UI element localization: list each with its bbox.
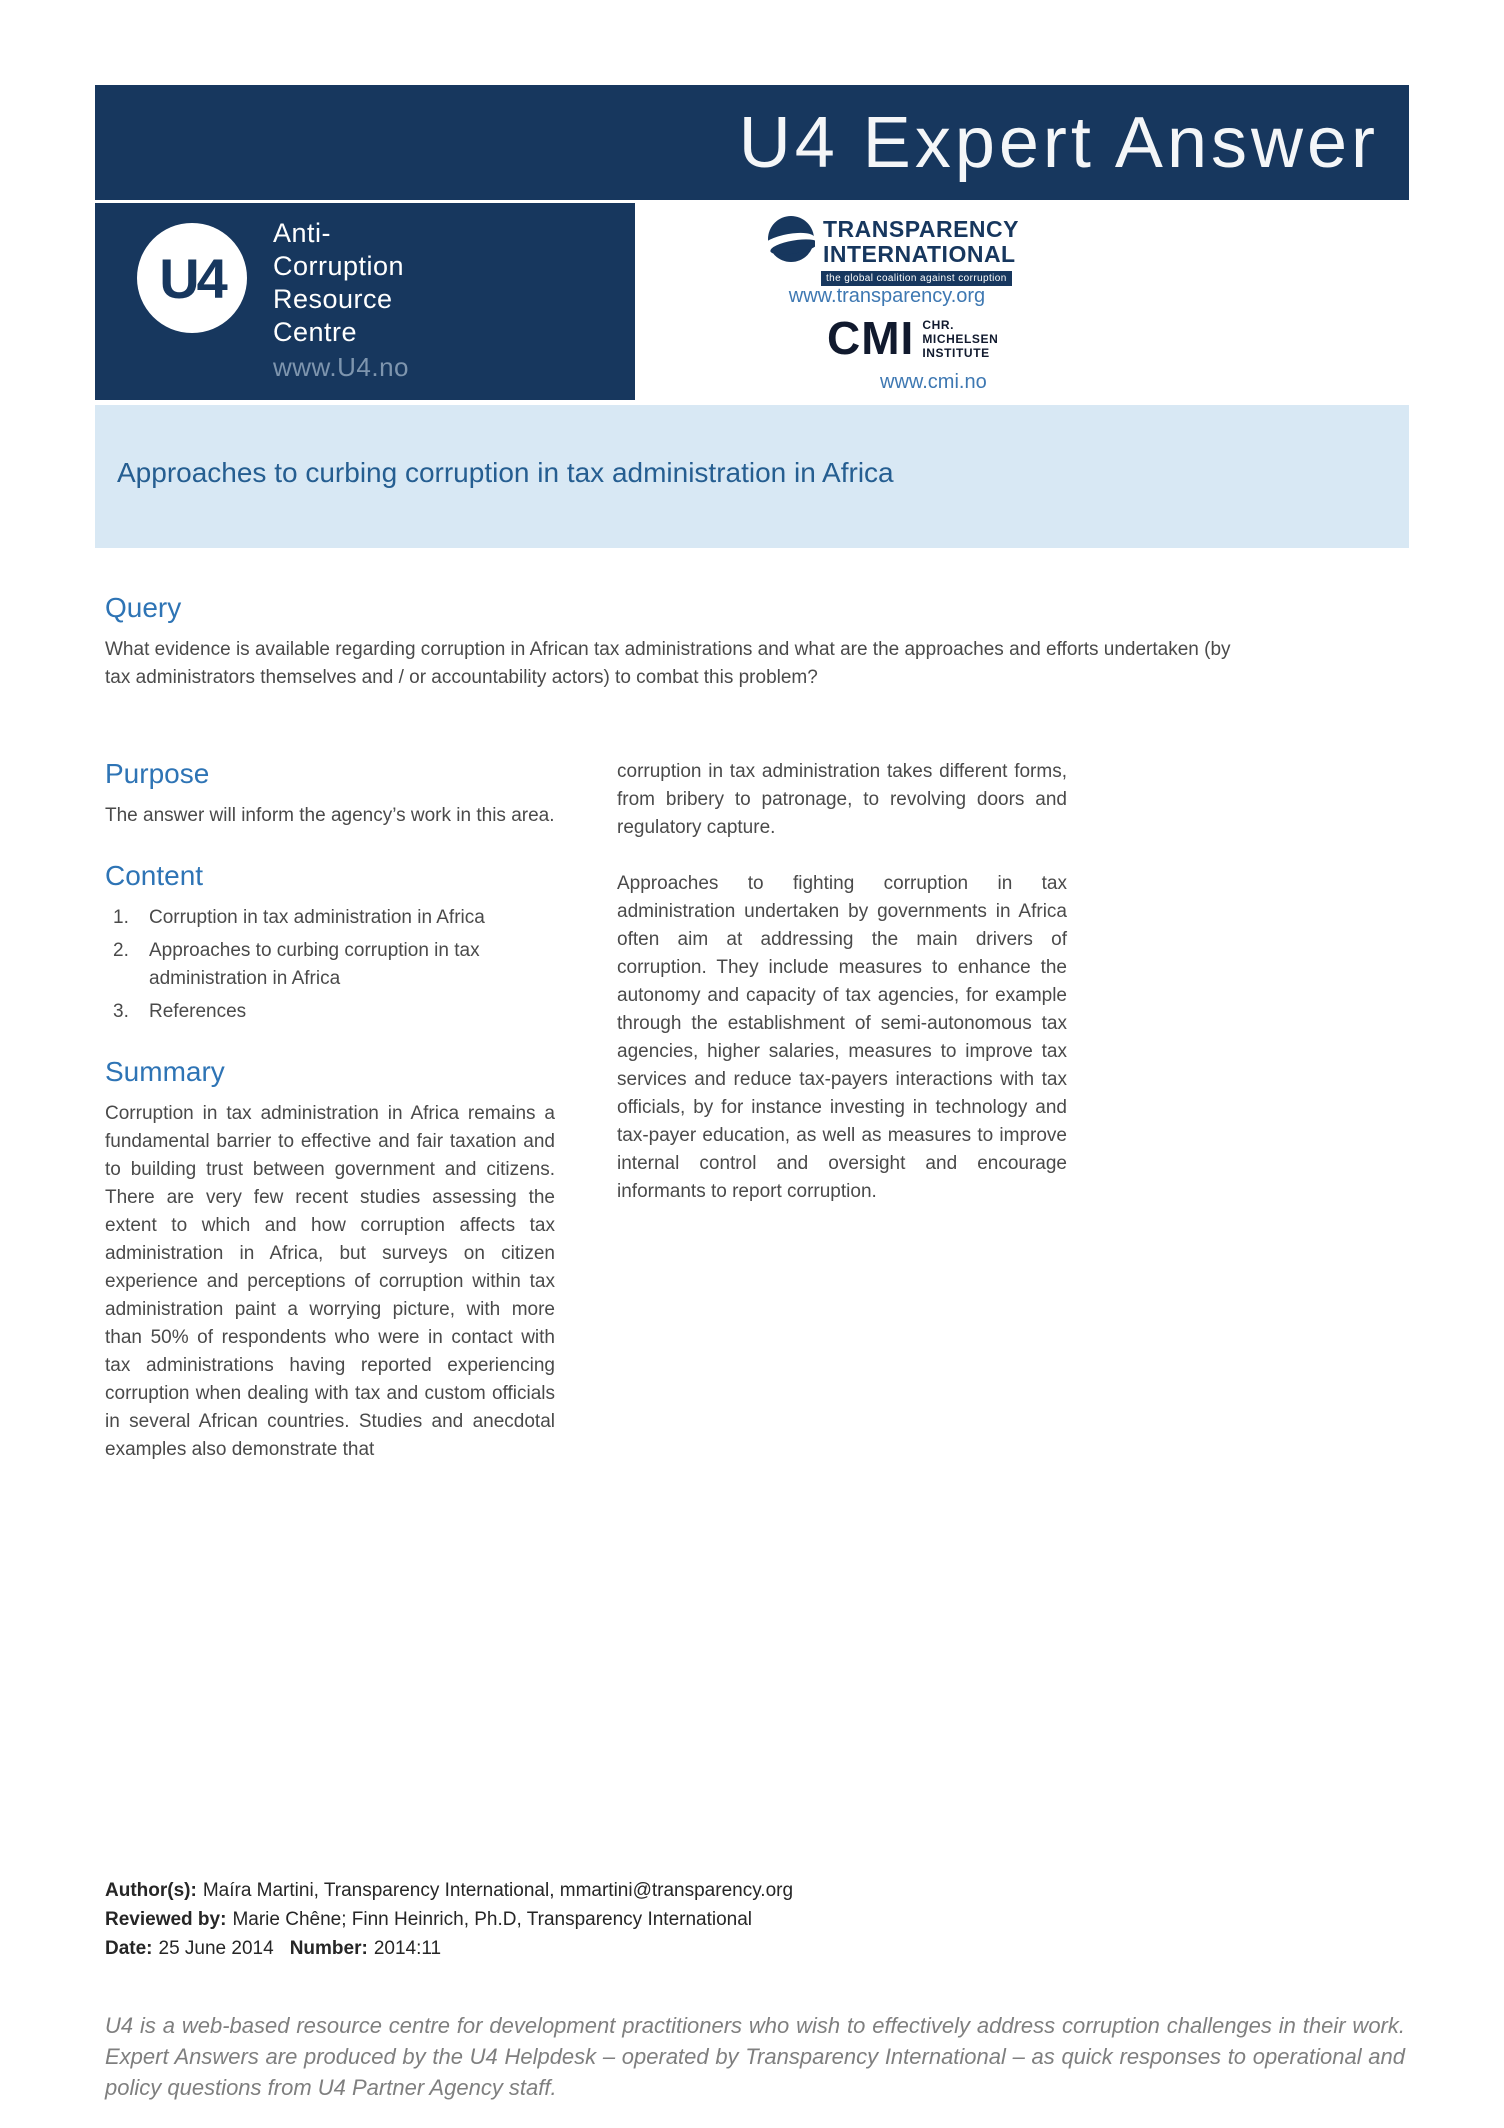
list-item (105, 998, 555, 1026)
footer-reviewed-line (105, 1905, 793, 1934)
continuation-paragraph-2: Approaches to fighting corruption in tax administration undertaken by governments in Africa often aim at addressing the main drivers of corruption. They include measures to enhance the autonomy and capacity of tax agencies, for example through the establishment of semi-autonomous tax agencies, higher salaries, measures to improve tax services and reduce tax-payers interactions with tax officials, by for instance investing in technology and tax-payer education, as well as measures to improve internal control and oversight and encourage informants to report corruption. (617, 873, 1067, 1202)
list-item (105, 937, 555, 993)
list-item-number: 3. (113, 1001, 129, 1022)
main-content (95, 592, 1409, 1464)
content-list (105, 904, 555, 1026)
cmi-name-line3: INSTITUTE (922, 346, 990, 360)
footer-disclaimer: U4 is a web-based resource centre for development practitioners who wish to effectively address corruption challenges in their work. Expert Answers are produced by the U4 Helpdesk – operated by Transparency International – as quick responses to operational and policy questions from U4 Partner Agency staff. (105, 2013, 1405, 2100)
summary-text: Corruption in tax administration in Africa remains a fundamental barrier to effective and fair taxation and to building trust between government and citizens. There are very few recent studies assessing the extent to which and how corruption affects tax administration in Africa, but surveys on citizen experience and perceptions of corruption within tax administration paint a worrying picture, with more than 50% of respondents who were in contact with tax administrations having reported experiencing corruption when dealing with tax and custom officials in several African countries. Studies and anecdotal examples also demonstrate that (105, 1103, 555, 1460)
authors-label: Author(s): (105, 1880, 197, 1901)
u4-logo-text: U4 (159, 246, 225, 310)
document (95, 85, 1409, 2128)
footer-credits (105, 1876, 793, 1963)
query-heading: Query (105, 592, 182, 623)
u4-logo-panel (95, 203, 635, 400)
u4-name-line: Anti- (273, 218, 332, 248)
cmi-name-line1: CHR. (922, 318, 955, 332)
ti-name (823, 217, 1019, 267)
query-text: What evidence is available regarding corruption in African tax administrations and what are the approaches and efforts undertaken (by tax administrators themselves and / or accountability actors) to combat this problem? (105, 639, 1231, 688)
footer-date-number-line (105, 1934, 793, 1963)
u4-name-line: Resource (273, 284, 393, 314)
content-heading: Content (105, 860, 204, 891)
list-item-text: Approaches to curbing corruption in tax administration in Africa (149, 940, 480, 989)
ti-tagline: the global coalition against corruption (821, 271, 1012, 286)
list-item-text: References (149, 1001, 247, 1022)
cmi-url-link[interactable]: www.cmi.no (880, 371, 987, 393)
left-column (105, 758, 555, 1464)
u4-url-link[interactable]: www.U4.no (273, 352, 409, 382)
number-label: Number: (289, 1938, 368, 1959)
cmi-logo (827, 312, 999, 364)
ti-logo (767, 215, 1019, 286)
logo-row (95, 203, 1409, 400)
purpose-heading: Purpose (105, 758, 210, 789)
reviewed-value: Marie Chêne; Finn Heinrich, Ph.D, Transparency International (232, 1909, 753, 1930)
ti-name-line2: INTERNATIONAL (823, 240, 1016, 267)
u4-name-line: Centre (273, 317, 358, 347)
cmi-name-line2: MICHELSEN (922, 332, 999, 346)
cmi-abbr: CMI (827, 312, 915, 364)
title-band (95, 405, 1409, 548)
two-column-section (105, 758, 1409, 1464)
ti-globe-icon (767, 215, 815, 268)
cmi-name (922, 315, 998, 361)
document-title: Approaches to curbing corruption in tax administration in Africa (117, 457, 894, 488)
list-item-text: Corruption in tax administration in Africa (149, 907, 485, 928)
list-item (105, 904, 555, 932)
ti-name-line1: TRANSPARENCY (823, 215, 1019, 242)
header-banner (95, 85, 1409, 200)
list-item-number: 1. (113, 907, 129, 928)
purpose-text: The answer will inform the agency’s work in this area. (105, 805, 555, 826)
list-item-number: 2. (113, 940, 129, 961)
reviewed-label: Reviewed by: (105, 1909, 227, 1930)
u4-name (273, 217, 409, 384)
partner-logos-panel (645, 203, 1409, 400)
footer-authors-line (105, 1876, 793, 1905)
ti-url-link[interactable]: www.transparency.org (788, 285, 986, 307)
u4-logo-circle (137, 223, 247, 333)
u4-name-line: Corruption (273, 251, 405, 281)
summary-heading: Summary (105, 1056, 225, 1087)
banner-title: U4 Expert Answer (738, 102, 1379, 183)
date-value: 25 June 2014 (158, 1938, 274, 1959)
ti-logo-row (767, 215, 1019, 268)
number-value: 2014:11 (373, 1938, 442, 1959)
continuation-paragraph-1: corruption in tax administration takes different forms, from bribery to patronage, to revolving doors and regulatory capture. (617, 761, 1067, 838)
date-label: Date: (105, 1938, 153, 1959)
authors-value: Maíra Martini, Transparency International, mmartini@transparency.org (202, 1880, 794, 1901)
query-section (105, 592, 1409, 692)
right-column (617, 758, 1067, 1464)
